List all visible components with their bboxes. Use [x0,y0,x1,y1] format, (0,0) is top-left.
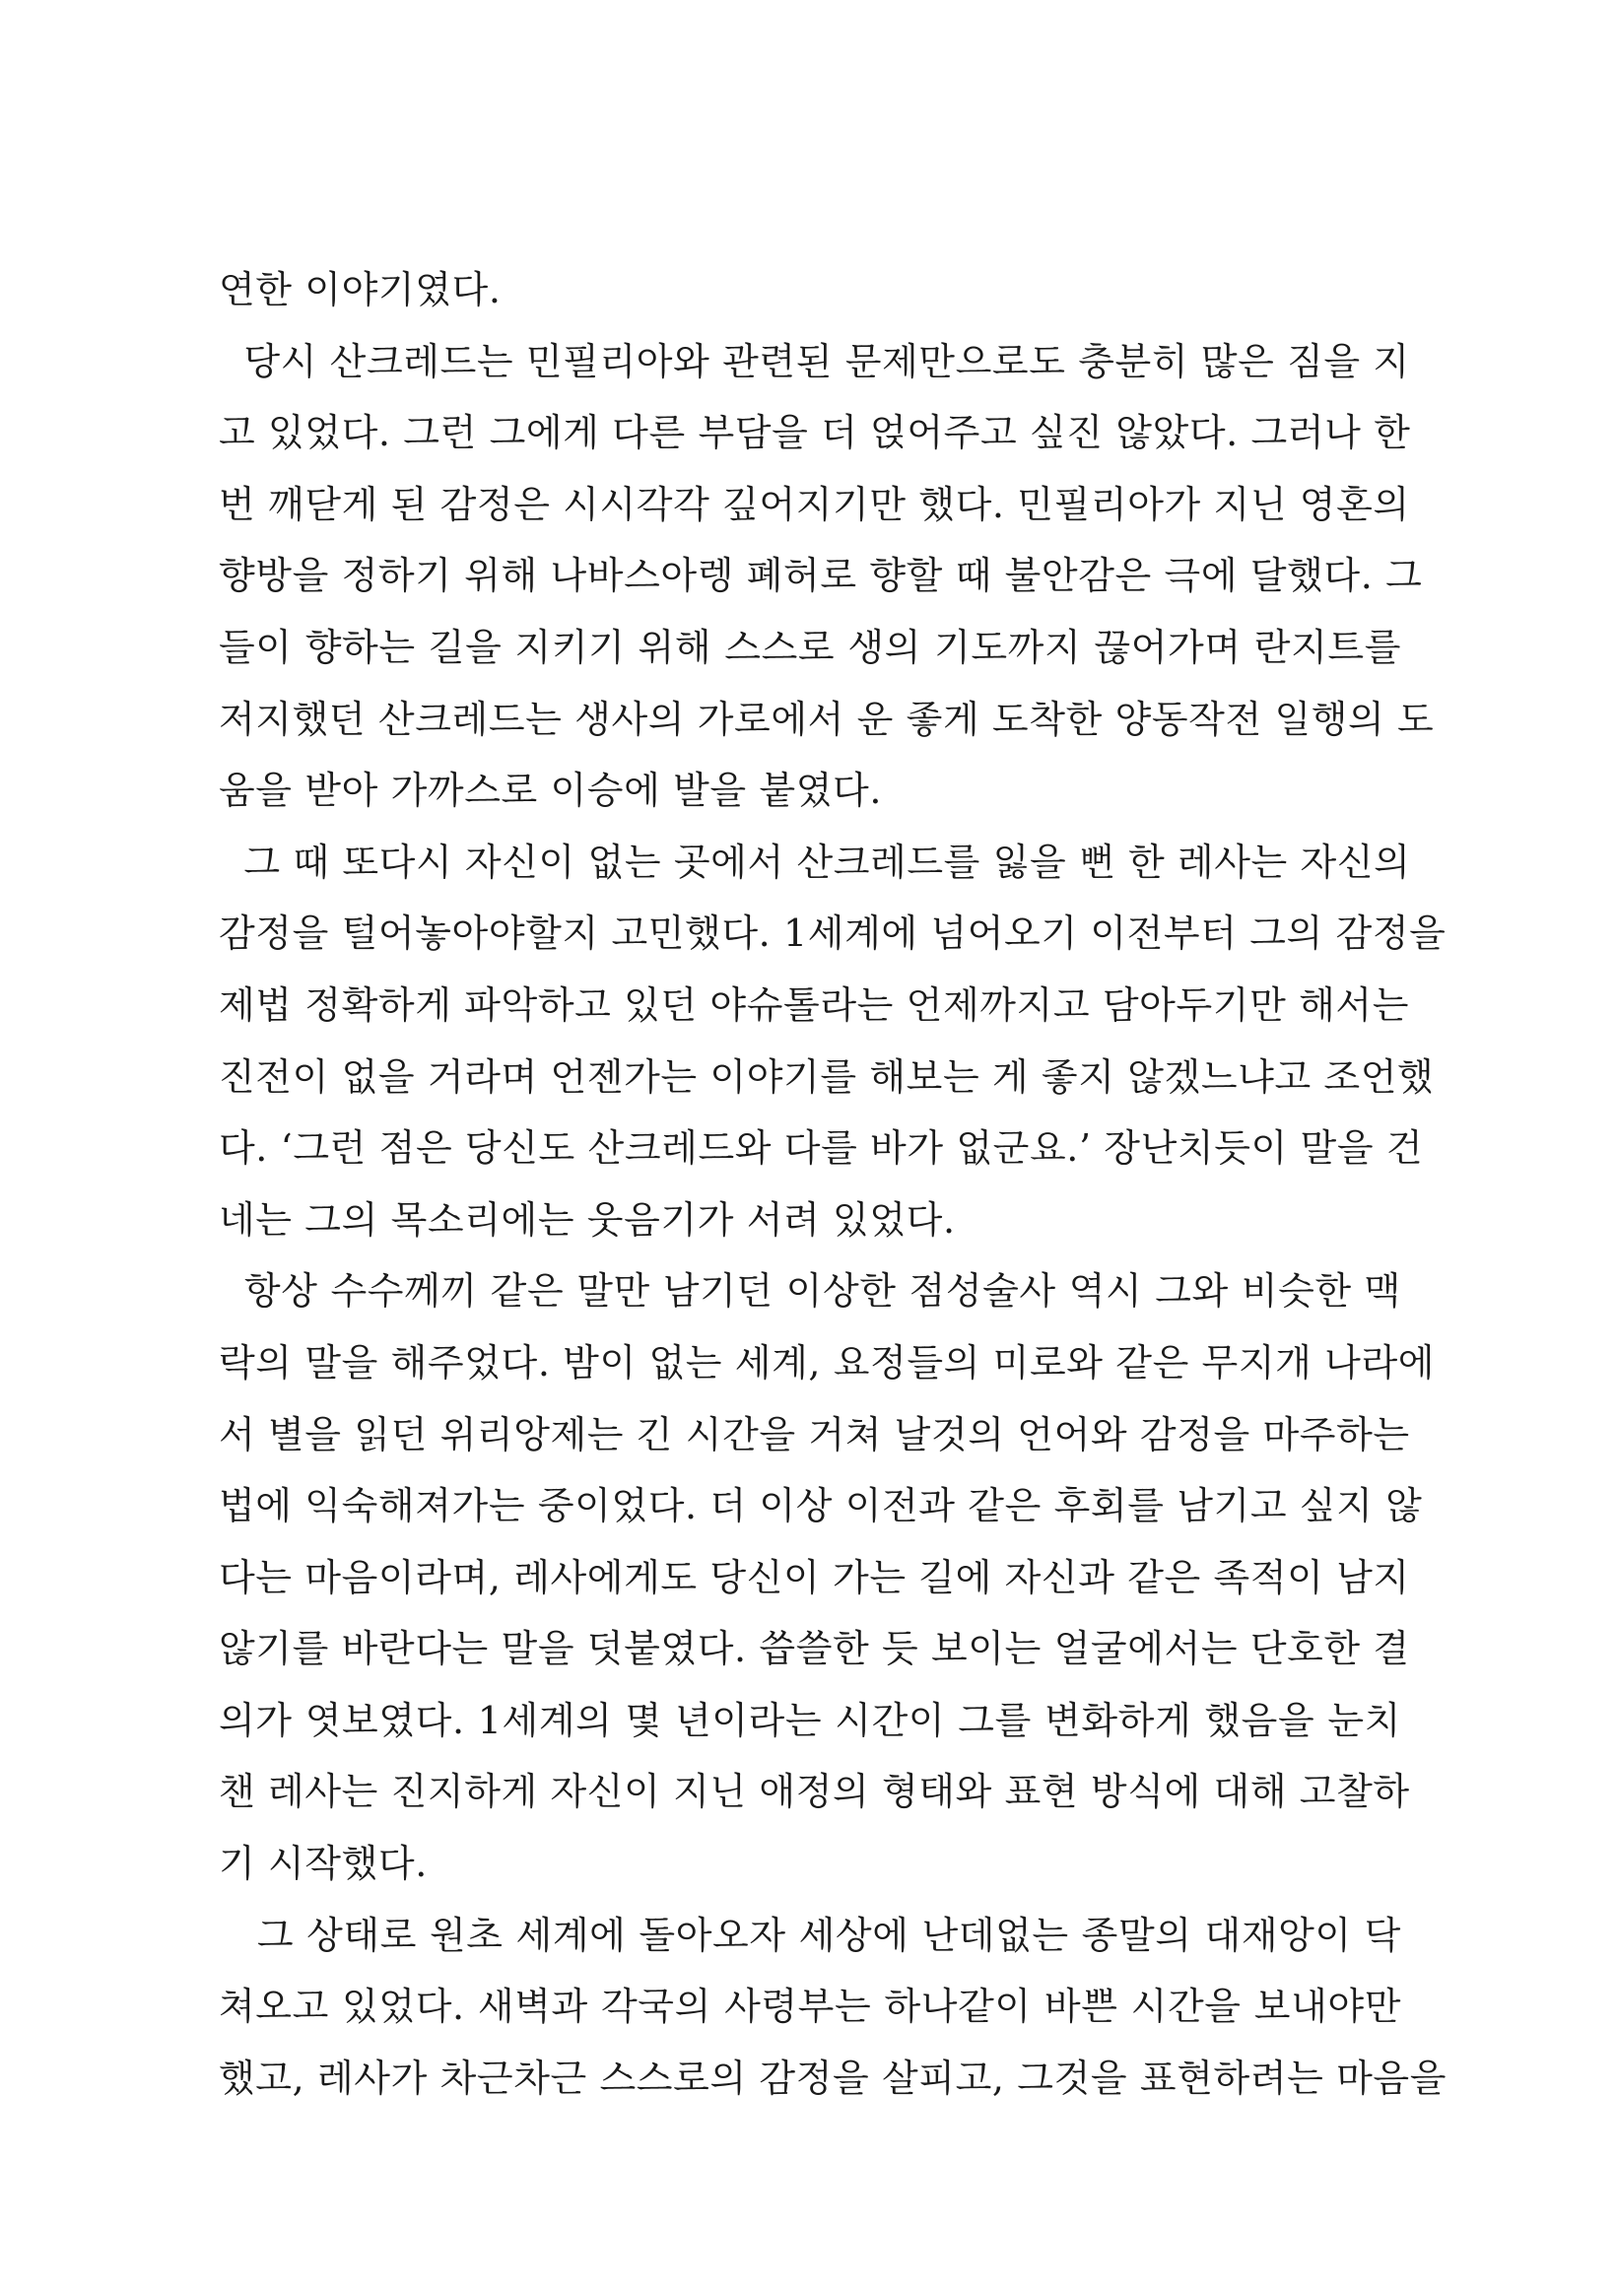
text-line: 챈 레사는 진지하게 자신이 지닌 애정의 형태와 표현 방식에 대해 고찰하 [219,1770,1410,1814]
text-line: 의가 엿보였다. 1세계의 몇 년이라는 시간이 그를 변화하게 했음을 눈치 [219,1698,1401,1742]
body-text [219,254,1448,2114]
text-line: 다. ‘그런 점은 당신도 산크레드와 다를 바가 없군요.’ 장난치듯이 말을 건 [219,1126,1424,1171]
text-line: 서 별을 읽던 위리앙제는 긴 시간을 거쳐 날것의 언어와 감정을 마주하는 [219,1412,1410,1456]
text-line: 들이 향하는 길을 지키기 위해 스스로 생의 기도까지 끊어가며 란지트를 [219,625,1401,669]
text-line: 락의 말을 해주었다. 밤이 없는 세계, 요정들의 미로와 같은 무지개 나라에 [219,1340,1436,1384]
text-line: 진전이 없을 거라며 언젠가는 이야기를 해보는 게 좋지 않겠느냐고 조언했 [219,1054,1435,1099]
text-line: 그 때 또다시 자신이 없는 곳에서 산크레드를 잃을 뻔 한 레사는 자신의 [219,840,1411,884]
text-line: 움을 받아 가까스로 이승에 발을 붙였다. [219,769,883,813]
text-line: 고 있었다. 그런 그에게 다른 부담을 더 얹어주고 싶진 않았다. 그러나 한 [219,411,1411,455]
text-line: 법에 익숙해져가는 중이었다. 더 이상 이전과 같은 후회를 남기고 싶지 않 [219,1484,1423,1528]
text-line: 그 상태로 원초 세계에 돌아오자 세상에 난데없는 종말의 대재앙이 닥 [219,1913,1401,1957]
text-line: 않기를 바란다는 말을 덧붙였다. 씁쓸한 듯 보이는 얼굴에서는 단호한 결 [219,1627,1410,1671]
text-line: 당시 산크레드는 민필리아와 관련된 문제만으로도 충분히 많은 짐을 지 [219,339,1410,383]
text-line: 번 깨닫게 된 감정은 시시각각 깊어지기만 했다. 민필리아가 지닌 영혼의 [219,482,1410,526]
text-line: 제법 정확하게 파악하고 있던 야슈톨라는 언제까지고 담아두기만 해서는 [219,982,1409,1027]
text-line: 저지했던 산크레드는 생사의 가로에서 운 좋게 도착한 양동작전 일행의 도 [219,697,1435,741]
text-line: 연한 이야기였다. [219,268,502,311]
text-line: 네는 그의 목소리에는 웃음기가 서려 있었다. [219,1197,956,1242]
text-line: 다는 마음이라며, 레사에게도 당신이 가는 길에 자신과 같은 족적이 남지 [219,1555,1410,1599]
text-line: 향방을 정하기 위해 나바스아렝 폐허로 향할 때 불안감은 극에 달했다. 그 [219,554,1423,598]
text-line: 쳐오고 있었다. 새벽과 각국의 사령부는 하나같이 바쁜 시간을 보내야만 [219,1985,1401,2029]
text-line: 감정을 털어놓아야할지 고민했다. 1세계에 넘어오기 이전부터 그의 감정을 [219,912,1447,956]
text-line: 했고, 레사가 차근차근 스스로의 감정을 살피고, 그것을 표현하려는 마음을 [219,2056,1448,2100]
text-line: 항상 수수께끼 같은 말만 남기던 이상한 점성술사 역시 그와 비슷한 맥 [219,1269,1401,1314]
text-line: 기 시작했다. [219,1842,428,1886]
